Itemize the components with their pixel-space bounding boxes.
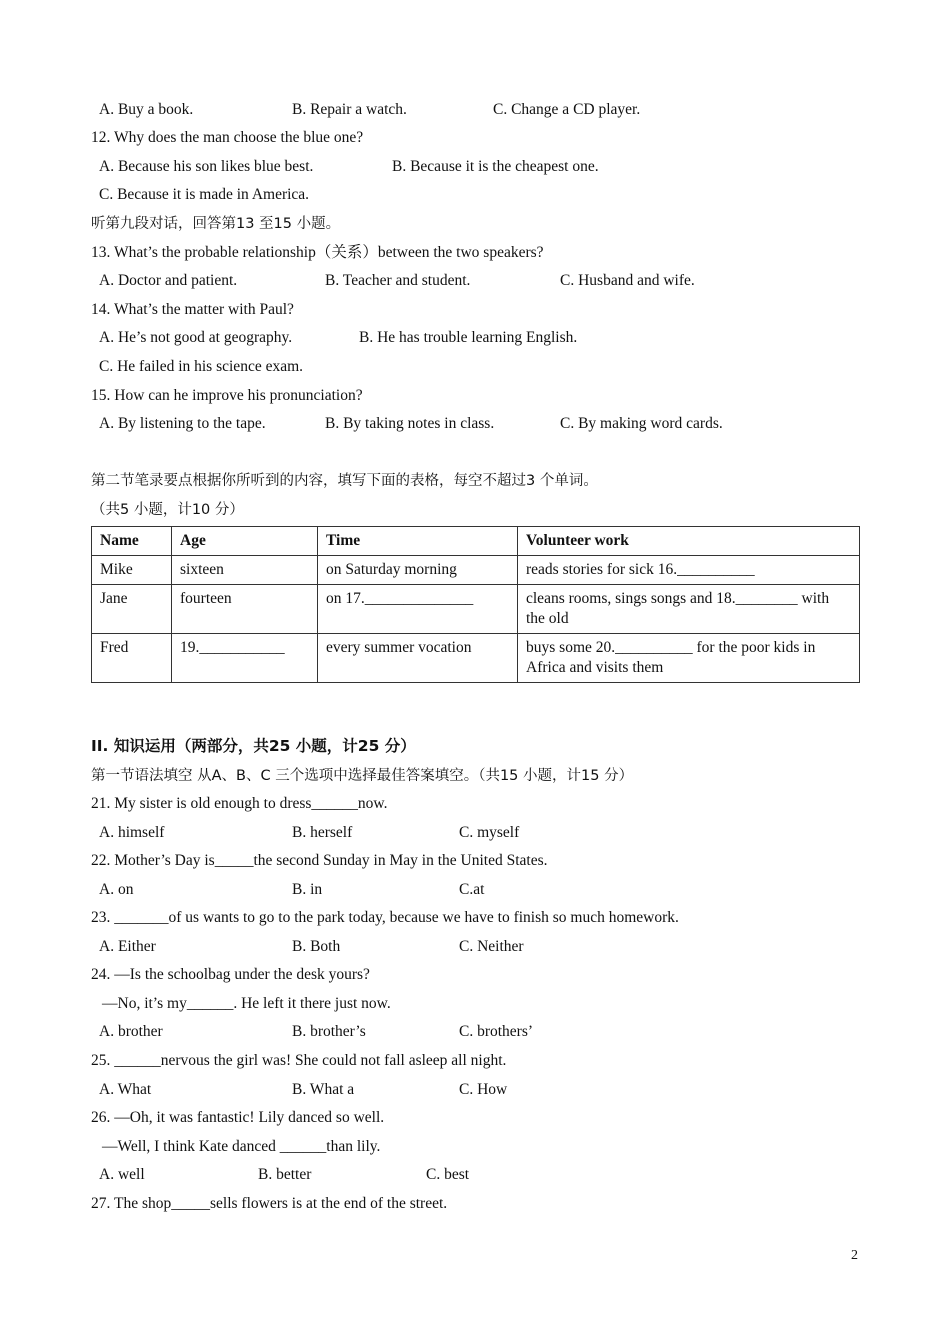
table-cell: cleans rooms, sings songs and 18.________ with the old <box>518 585 860 634</box>
q15-question: 15. How can he improve his pronunciation? <box>91 387 363 404</box>
q21-option-c: C. myself <box>459 824 520 841</box>
table-cell: reads stories for sick 16.__________ <box>518 556 860 585</box>
q13-option-c: C. Husband and wife. <box>560 272 695 289</box>
q21-option-a: A. himself <box>99 824 165 841</box>
table-cell: on 17.______________ <box>318 585 518 634</box>
q22-question: 22. Mother’s Day is_____the second Sunday in May in the United States. <box>91 852 548 869</box>
q15-option-a: A. By listening to the tape. <box>99 415 266 432</box>
volunteer-table <box>91 526 860 683</box>
q26-question-reply: —Well, I think Kate danced ______than lily. <box>102 1138 381 1155</box>
table-cell: Jane <box>92 585 172 634</box>
table-cell: Fred <box>92 634 172 683</box>
q24-question-reply: —No, it’s my______. He left it there just now. <box>102 995 391 1012</box>
q27-question: 27. The shop_____sells flowers is at the end of the street. <box>91 1195 448 1212</box>
table-header-row <box>92 527 860 556</box>
q21-option-b: B. herself <box>292 824 353 841</box>
q25-option-a: A. What <box>99 1081 152 1098</box>
header-age: Age <box>172 527 318 556</box>
q26-option-a: A. well <box>99 1166 145 1183</box>
table-row <box>92 634 860 683</box>
q12-option-a: A. Because his son likes blue best. <box>99 158 314 175</box>
table-cell: 19.___________ <box>172 634 318 683</box>
q24-option-b: B. brother’s <box>292 1023 366 1040</box>
header-volunteer-work: Volunteer work <box>518 527 860 556</box>
table-cell: buys some 20.__________ for the poor kids in Africa and visits them <box>518 634 860 683</box>
q11-option-c: C. Change a CD player. <box>493 101 641 118</box>
table-cell: on Saturday morning <box>318 556 518 585</box>
q22-option-a: A. on <box>99 881 134 898</box>
q24-option-a: A. brother <box>99 1023 163 1040</box>
q25-question: 25. ______nervous the girl was! She could not fall asleep all night. <box>91 1052 507 1069</box>
q21-question: 21. My sister is old enough to dress______now. <box>91 795 388 812</box>
q24-question: 24. —Is the schoolbag under the desk yours? <box>91 966 370 983</box>
q23-option-c: C. Neither <box>459 938 524 955</box>
q11-option-a: A. Buy a book. <box>99 101 194 118</box>
q25-option-b: B. What a <box>292 1081 355 1098</box>
q25-option-c: C. How <box>459 1081 508 1098</box>
q12-question: 12. Why does the man choose the blue one? <box>91 129 364 146</box>
table-row <box>92 556 860 585</box>
section2-instruction: 第二节笔录要点根据你所听到的内容，填写下面的表格，每空不超过3 个单词。 <box>91 473 598 489</box>
page-number: 2 <box>851 1248 858 1263</box>
q23-question: 23. _______of us wants to go to the park today, because we have to finish so much homework. <box>91 909 679 926</box>
q11-option-b: B. Repair a watch. <box>292 101 407 118</box>
q26-option-b: B. better <box>258 1166 312 1183</box>
q14-option-b: B. He has trouble learning English. <box>359 329 578 346</box>
q23-option-b: B. Both <box>292 938 341 955</box>
q14-option-a: A. He’s not good at geography. <box>99 329 293 346</box>
q13-option-b: B. Teacher and student. <box>325 272 471 289</box>
q24-option-c: C. brothers’ <box>459 1023 534 1040</box>
table-cell: Mike <box>92 556 172 585</box>
q26-question: 26. —Oh, it was fantastic! Lily danced so well. <box>91 1109 385 1126</box>
part2-section1-instruction: 第一节语法填空 从A、B、C 三个选项中选择最佳答案填空。（共15 小题，计15 分） <box>91 768 634 784</box>
section2-note: （共5 小题，计10 分） <box>91 502 244 518</box>
q22-option-c: C.at <box>459 881 485 898</box>
q14-question: 14. What’s the matter with Paul? <box>91 301 294 318</box>
q12-option-c: C. Because it is made in America. <box>99 186 310 203</box>
q13-option-a: A. Doctor and patient. <box>99 272 238 289</box>
header-name: Name <box>92 527 172 556</box>
q23-option-a: A. Either <box>99 938 156 955</box>
q22-option-b: B. in <box>292 881 323 898</box>
part2-title: II. 知识运用（两部分，共25 小题，计25 分） <box>91 737 416 755</box>
header-time: Time <box>318 527 518 556</box>
table-cell: every summer vocation <box>318 634 518 683</box>
table-row <box>92 585 860 634</box>
dialog9-instruction: 听第九段对话，回答第13 至15 小题。 <box>91 216 341 232</box>
q12-option-b: B. Because it is the cheapest one. <box>392 158 599 175</box>
q15-option-c: C. By making word cards. <box>560 415 723 432</box>
q15-option-b: B. By taking notes in class. <box>325 415 495 432</box>
table-cell: sixteen <box>172 556 318 585</box>
q14-option-c: C. He failed in his science exam. <box>99 358 304 375</box>
q26-option-c: C. best <box>426 1166 470 1183</box>
table-cell: fourteen <box>172 585 318 634</box>
q13-question: 13. What’s the probable relationship（关系）between the two speakers? <box>91 244 544 261</box>
